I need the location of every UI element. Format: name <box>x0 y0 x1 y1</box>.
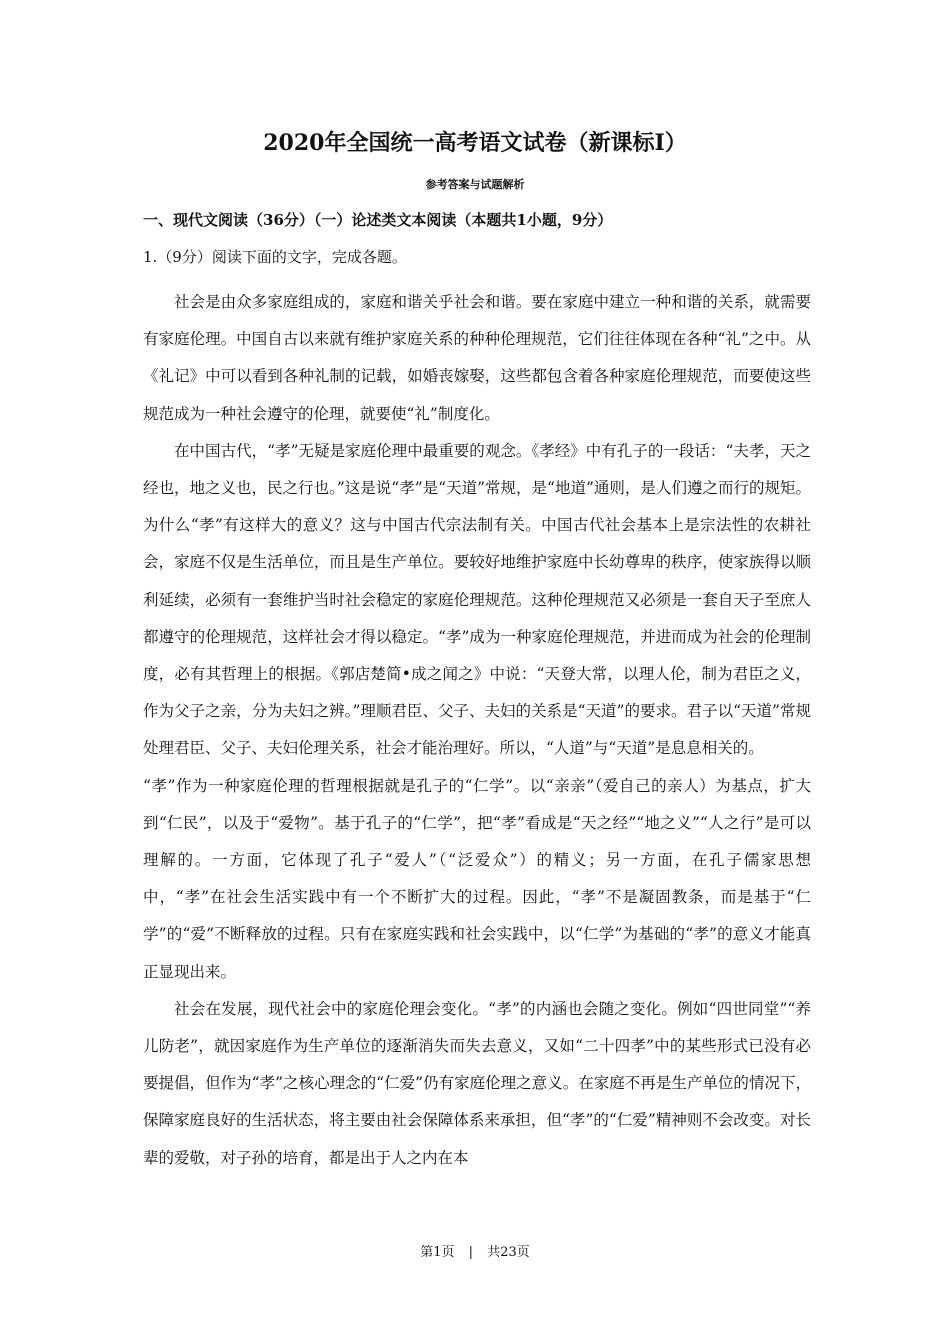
passage-paragraph-2: 在中国古代，“孝”无疑是家庭伦理中最重要的观念。《孝经》中有孔子的一段话：“夫孝，天之经也，地之义也，民之行也。”这是说“孝”是“天道”常规，是“地道”通则，是人们遵之而行的规矩。为什么“孝”有这样大的意义？这与中国古代宗法制有关。中国古代社会基本上是宗法性的农耕社会，家庭不仅是生活单位，而且是生产单位。要较好地维护家庭中长幼尊卑的秩序，使家族得以顺利延续，必须有一套维护当时社会稳定的家庭伦理规范。这种伦理规范又必须是一套自天子至庶人都遵守的伦理规范，这样社会才得以稳定。“孝”成为一种家庭伦理规范，并进而成为社会的伦理制度，必有其哲理上的根据。《郭店楚简•成之闻之》中说：“天登大常，以理人伦，制为君臣之义，作为父子之亲，分为夫妇之辨。”理顺君臣、父子、夫妇的关系是“天道”的要求。君子以“天道”常规处理君臣、父子、夫妇伦理关系，社会才能治理好。所以，“人道”与“天道”是息息相关的。 <box>143 441 811 758</box>
passage-paragraph-4: 社会在发展，现代社会中的家庭伦理会变化。“孝”的内涵也会随之变化。例如“四世同堂”“养儿防老”，就因家庭作为生产单位的逐渐消失而失去意义，又如“二十四孝”中的某些形式已没有必要提倡，但作为“孝”之核心理念的“仁爱”仍有家庭伦理之意义。在家庭不再是生产单位的情况下，保障家庭良好的生活状态，将主要由社会保障体系来承担，但“孝”的“仁爱”精神则不会改变。对长辈的爱敬，对子孙的培育，都是出于人之内在本 <box>143 999 811 1167</box>
question-intro: 1.（9分）阅读下面的文字，完成各题。 <box>143 248 407 266</box>
passage-paragraph-1: 社会是由众多家庭组成的，家庭和谐关乎社会和谐。要在家庭中建立一种和谐的关系，就需要有家庭伦理。中国自古以来就有维护家庭关系的种种伦理规范，它们往往体现在各种“礼”之中。从《礼记》中可以看到各种礼制的记载，如婚丧嫁娶，这些都包含着各种家庭伦理规范，而要使这些规范成为一种社会遵守的伦理，就要使“礼”制度化。 <box>143 293 811 423</box>
page-number-current: 第1页 <box>420 1245 455 1260</box>
footer-separator: | <box>468 1245 474 1260</box>
document-subtitle: 参考答案与试题解析 <box>425 178 525 191</box>
document-title: 2020年全国统一高考语文试卷（新课标Ⅰ） <box>263 130 687 156</box>
passage-paragraph-3: “孝”作为一种家庭伦理的哲理根据就是孔子的“仁学”。以“亲亲”（爱自己的亲人）为基点，扩大到“仁民”，以及于“爱物”。基于孔子的“仁学”，把“孝”看成是“天之经”“地之义”“人之行”是可以理解的。一方面，它体现了孔子“爱人”（“泛爱众”）的精义；另一方面，在孔子儒家思想中，“孝”在社会生活实践中有一个不断扩大的过程。因此，“孝”不是凝固教条，而是基于“仁学”的“爱”不断释放的过程。只有在家庭实践和社会实践中，以“仁学”为基础的“孝”的意义才能真正显现出来。 <box>143 776 811 981</box>
page-number-total: 共23页 <box>487 1245 530 1260</box>
reading-passage <box>143 284 811 1177</box>
page-footer <box>0 1243 950 1263</box>
section-heading: 一、现代文阅读（36分）（一）论述类文本阅读（本题共1小题，9分） <box>143 211 613 229</box>
